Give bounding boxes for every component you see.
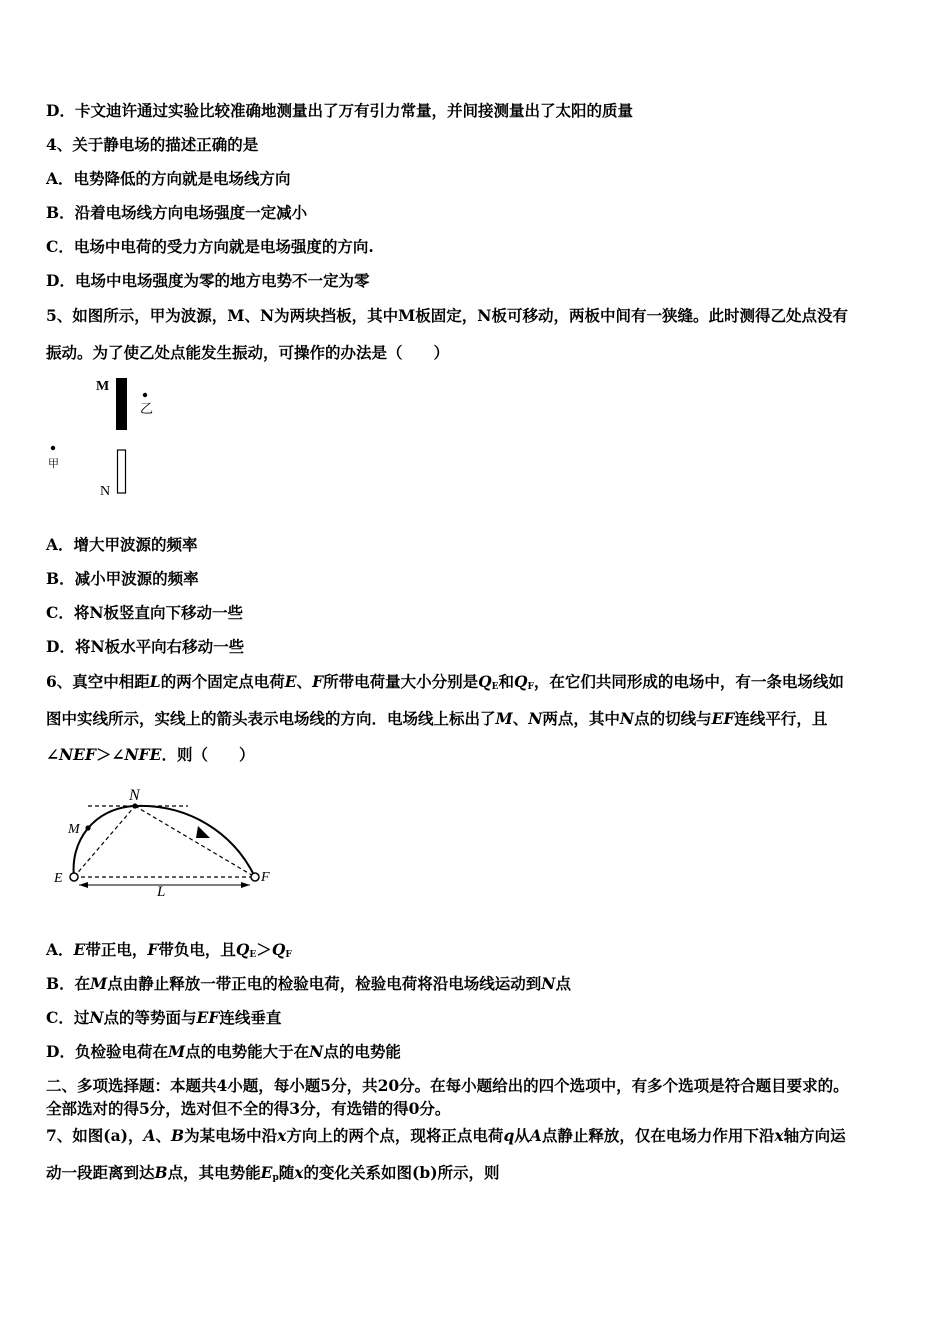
- symbol-n: N: [619, 709, 635, 728]
- text: 点的切线与: [634, 709, 712, 728]
- symbol-l: L: [149, 672, 161, 691]
- symbol-q: Q: [514, 672, 528, 691]
- symbol-a: A: [529, 1126, 542, 1145]
- text: ，在它们共同形成的电场中，有一条电场线如: [533, 672, 844, 691]
- q6-option-d: [46, 1042, 401, 1062]
- symbol-n: N: [309, 1042, 324, 1061]
- q7-stem-line1: [46, 1126, 846, 1146]
- symbol-b: B: [171, 1126, 185, 1145]
- q5-option-c: C．将N板竖直向下移动一些: [46, 603, 244, 622]
- fig6-label-n: N: [129, 787, 140, 804]
- text: 的两个固定点电荷: [160, 672, 285, 691]
- text: 所带电荷量大小分别是: [323, 672, 479, 691]
- fig5-point-yi: [143, 393, 147, 397]
- symbol-q: Q: [235, 940, 250, 959]
- symbol-ep: E: [260, 1163, 273, 1182]
- text: 方向上的两个点，现将正点电荷: [286, 1126, 504, 1145]
- text: ．则（ ）: [161, 745, 255, 764]
- text: 随: [278, 1163, 295, 1182]
- q3-option-d: D．卡文迪许通过实验比较准确地测量出了万有引力常量，并间接测量出了太阳的质量: [46, 101, 633, 120]
- fig6-point-m: [85, 825, 90, 830]
- text: 为某电场中沿: [184, 1126, 278, 1145]
- symbol-n: N: [528, 709, 543, 728]
- text: 带正电，: [85, 940, 148, 959]
- text: 点，其电势能: [167, 1163, 261, 1182]
- text: 轴方向运: [783, 1126, 846, 1145]
- fig6-label-m: M: [68, 822, 80, 837]
- text: ＞: [95, 745, 112, 764]
- q4-option-c: C．电场中电荷的受力方向就是电场强度的方向.: [46, 237, 374, 256]
- text: 7、如图(a)，: [46, 1126, 144, 1145]
- section2-heading-line2: 全部选对的得5分，选对但不全的得3分，有选错的得0分。: [46, 1099, 451, 1118]
- text: 、: [512, 709, 529, 728]
- text: 连线平行，且: [734, 709, 828, 728]
- symbol-q: Q: [478, 672, 492, 691]
- symbol-n: N: [541, 974, 556, 993]
- fig6-en-line: [74, 806, 135, 877]
- q4-option-b: B．沿着电场线方向电场强度一定减小: [46, 203, 308, 222]
- symbol-f: F: [312, 672, 324, 691]
- q6-figure: [48, 782, 288, 902]
- q6-stem-line2: [46, 709, 827, 729]
- text: 动一段距离到达: [46, 1163, 155, 1182]
- text: 图中实线所示，实线上的箭头表示电场线的方向．电场线上标出了: [46, 709, 496, 728]
- symbol-x: x: [277, 1126, 287, 1145]
- symbol-e: E: [73, 940, 86, 959]
- text: 点由静止释放一带正电的检验电荷，检验电荷将沿电场线运动到: [107, 974, 542, 993]
- fig5-label-m: M: [96, 379, 110, 394]
- q5-option-a: A．增大甲波源的频率: [46, 535, 198, 554]
- fig5-label-jia: 甲: [48, 458, 59, 470]
- text: 和: [498, 672, 514, 691]
- fig6-charge-f: [251, 873, 259, 881]
- subscript: p: [272, 1173, 279, 1183]
- text: 、: [296, 672, 313, 691]
- text: ＞: [256, 940, 272, 959]
- fig6-charge-e: [70, 873, 78, 881]
- fig5-label-yi: 乙: [140, 401, 154, 416]
- text: 、: [155, 1126, 172, 1145]
- q4-option-a: A．电势降低的方向就是电场线方向: [46, 169, 291, 188]
- symbol-q: Q: [271, 940, 286, 959]
- symbol-m: M: [495, 709, 513, 728]
- text: 6、真空中相距: [46, 672, 150, 691]
- fig5-label-n: N: [100, 484, 111, 499]
- q6-option-b: [46, 974, 571, 994]
- q6-option-a: [46, 940, 292, 965]
- q6-option-c: [46, 1008, 281, 1028]
- text: 连线垂直: [219, 1008, 282, 1027]
- symbol-m: M: [167, 1042, 186, 1061]
- symbol-x: x: [774, 1126, 784, 1145]
- text: B．在: [46, 974, 91, 993]
- symbol-ef: EF: [711, 709, 735, 728]
- q5-stem-line2: 振动。为了使乙处点能发生振动，可操作的办法是（ ）: [46, 343, 450, 362]
- fig6-label-l: L: [157, 884, 166, 900]
- text: C．过: [46, 1008, 90, 1027]
- text: D．负检验电荷在: [46, 1042, 168, 1061]
- fig6-right-arrow-icon: [241, 882, 250, 888]
- symbol-q: q: [503, 1126, 515, 1145]
- q5-figure: [44, 372, 174, 502]
- symbol-b: B: [154, 1163, 168, 1182]
- symbol-ef: EF: [196, 1008, 220, 1027]
- q5-option-d: D．将N板水平向右移动一些: [46, 637, 245, 656]
- q5-option-b: B．减小甲波源的频率: [46, 569, 199, 588]
- fig5-point-jia: [51, 446, 55, 450]
- subscript: F: [527, 682, 534, 692]
- q4-option-d: D．电场中电场强度为零的地方电势不一定为零: [46, 271, 370, 290]
- angle-nef: ∠NEF: [46, 745, 96, 764]
- text: 点静止释放，仅在电场力作用下沿: [541, 1126, 775, 1145]
- symbol-f: F: [147, 940, 159, 959]
- text: 的变化关系如图(b)所示，则: [303, 1163, 500, 1182]
- symbol-e: E: [284, 672, 297, 691]
- q7-stem-line2: [46, 1163, 500, 1188]
- q4-stem: 4、关于静电场的描述正确的是: [46, 135, 259, 154]
- text: 两点，其中: [542, 709, 620, 728]
- fig6-field-line: [74, 806, 255, 877]
- q5-stem-line1: 5、如图所示，甲为波源，M、N为两块挡板，其中M板固定，N板可移动，两板中间有一狭缝。此时测得乙处点没有: [46, 306, 848, 325]
- section2-heading-line1: 二、多项选择题：本题共4小题，每小题5分，共20分。在每小题给出的四个选项中，有多个选项是符合题目要求的。: [46, 1076, 849, 1095]
- angle-nfe: ∠NFE: [111, 745, 162, 764]
- fig6-left-arrow-icon: [79, 882, 88, 888]
- fig6-label-f: F: [261, 870, 270, 885]
- text: 点: [555, 974, 571, 993]
- symbol-x: x: [294, 1163, 304, 1182]
- text: 点的等势面与: [103, 1008, 197, 1027]
- symbol-n: N: [89, 1008, 104, 1027]
- symbol-a: A: [143, 1126, 156, 1145]
- subscript: F: [285, 950, 292, 960]
- text: 带负电，且: [158, 940, 236, 959]
- fig6-point-n: [132, 803, 137, 808]
- subscript: E: [249, 950, 257, 960]
- fig5-plate-n: [118, 450, 126, 493]
- text: A．: [46, 940, 74, 959]
- fig6-arrow-icon: [196, 826, 210, 838]
- subscript: E: [491, 682, 499, 692]
- fig6-label-e: E: [54, 871, 63, 886]
- q6-stem-line3: [46, 745, 255, 765]
- fig5-plate-m: [116, 378, 127, 430]
- text: 点的电势能大于在: [185, 1042, 310, 1061]
- text: 从: [514, 1126, 530, 1145]
- q6-stem-line1: [46, 672, 844, 697]
- text: 点的电势能: [323, 1042, 401, 1061]
- symbol-m: M: [90, 974, 108, 993]
